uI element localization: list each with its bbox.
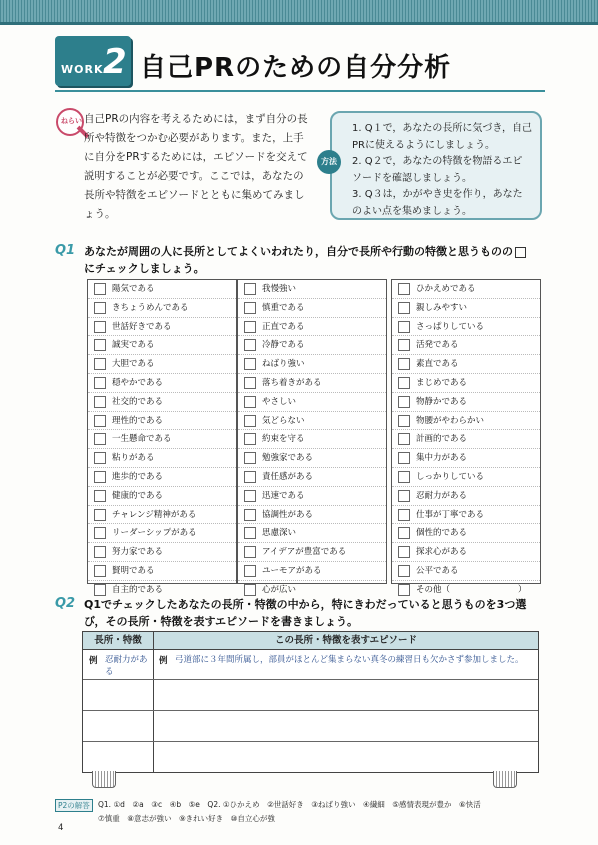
example-trait: 忍耐力がある <box>105 655 148 677</box>
trait-label: 我慢強い <box>262 284 297 294</box>
trait-item[interactable] <box>88 355 236 374</box>
trait-label: 理性的である <box>112 415 164 426</box>
trait-item[interactable] <box>392 430 540 449</box>
trait-item[interactable] <box>88 449 236 468</box>
trait-label: 一生懸命である <box>112 434 172 445</box>
trait-label: その他（ ） <box>416 584 527 595</box>
trait-label: 正直である <box>262 321 305 332</box>
method-item-2: 2. Q２で，あなたの特徴を物語るエピソードを確認しましょう。 <box>352 156 523 184</box>
trait-checkbox[interactable] <box>244 565 256 577</box>
top-decorative-band <box>0 0 598 22</box>
trait-label: 努力家である <box>112 547 164 558</box>
trait-label: 社交的である <box>112 396 164 407</box>
trait-checkbox[interactable] <box>244 471 256 483</box>
trait-item[interactable] <box>238 524 386 543</box>
trait-label: ねばり強い <box>262 359 305 370</box>
page-number: 4 <box>58 823 64 833</box>
trait-item[interactable] <box>392 449 540 468</box>
method-item-3: 3. Q３は，かがやき史を作り，あなたのよい点を集めましょう。 <box>352 189 523 217</box>
trait-input-row-2[interactable] <box>83 680 153 710</box>
trait-checkbox[interactable] <box>94 377 106 389</box>
trait-item[interactable] <box>392 336 540 355</box>
trait-item[interactable] <box>238 487 386 506</box>
trait-item[interactable] <box>88 280 236 299</box>
trait-label: 冷静である <box>262 340 305 351</box>
trait-label: アイデアが豊富である <box>262 547 347 558</box>
q2-text: Q1でチェックしたあなたの長所・特徴の中から，特にきわだっていると思うものを3つ選 <box>84 598 527 611</box>
trait-checkbox[interactable] <box>398 302 410 314</box>
trait-label: 健康的である <box>112 490 164 501</box>
trait-label: 迅速である <box>262 490 305 501</box>
trait-label: 計画的である <box>416 434 468 445</box>
trait-checkbox[interactable] <box>398 509 410 521</box>
trait-checkbox[interactable] <box>94 302 106 314</box>
trait-label: 自主的である <box>112 584 164 595</box>
trait-checkbox[interactable] <box>398 433 410 445</box>
trait-label: きちょうめんである <box>112 302 189 313</box>
trait-checkbox[interactable] <box>94 490 106 502</box>
episode-table <box>82 631 539 773</box>
trait-checkbox[interactable] <box>94 433 106 445</box>
trait-item[interactable] <box>392 412 540 431</box>
trait-label: ユーモアがある <box>262 565 322 576</box>
trait-item[interactable] <box>238 449 386 468</box>
trait-item[interactable] <box>238 336 386 355</box>
trait-label: まじめである <box>416 377 468 388</box>
trait-item[interactable] <box>238 468 386 487</box>
trait-label: 素直である <box>416 359 459 370</box>
episode-input-row-2[interactable] <box>154 680 538 710</box>
trait-label: 活発である <box>416 340 459 351</box>
example-tag-episode: 例 <box>159 656 168 666</box>
trait-item[interactable] <box>88 430 236 449</box>
trait-checkbox[interactable] <box>94 321 106 333</box>
trait-item[interactable] <box>238 393 386 412</box>
q1-label: Q1 <box>55 243 76 258</box>
trait-item[interactable] <box>88 543 236 562</box>
trait-label: ひかえめである <box>416 284 476 294</box>
trait-checkbox[interactable] <box>244 546 256 558</box>
trait-label: 仕事が丁寧である <box>416 509 485 520</box>
trait-label: 物腰がやわらかい <box>416 415 485 426</box>
trait-item[interactable] <box>88 393 236 412</box>
trait-label: 個性的である <box>416 528 468 539</box>
trait-checkbox[interactable] <box>94 339 106 351</box>
trait-label: 進歩的である <box>112 471 164 482</box>
trait-label: 穏やかである <box>112 377 164 388</box>
trait-item[interactable] <box>238 562 386 581</box>
trait-checkbox[interactable] <box>244 339 256 351</box>
trait-checkbox[interactable] <box>244 433 256 445</box>
trait-column-1 <box>87 279 237 595</box>
title-underline <box>55 90 545 92</box>
trait-checkbox[interactable] <box>244 283 256 295</box>
trait-checkbox[interactable] <box>94 509 106 521</box>
trait-checkbox[interactable] <box>94 565 106 577</box>
episode-input-row-4[interactable] <box>154 742 538 772</box>
trait-item[interactable] <box>88 374 236 393</box>
work-badge-word: WORK <box>61 63 104 76</box>
trait-label: 責任感がある <box>262 471 314 482</box>
header-episode: この長所・特徴を表すエピソード <box>274 635 418 646</box>
trait-label: 協調性がある <box>262 509 314 520</box>
trait-item[interactable] <box>238 543 386 562</box>
trait-item[interactable] <box>88 506 236 525</box>
magnifier-icon-label: ねらい <box>61 117 82 125</box>
method-list <box>352 121 532 220</box>
trait-label: 粘りがある <box>112 453 155 464</box>
q1-question <box>84 243 544 277</box>
episode-input-row-3[interactable] <box>154 711 538 741</box>
trait-item[interactable] <box>88 336 236 355</box>
example-episode: 弓道部に３年間所属し，部員がほとんど集まらない真冬の練習日も欠かさず参加しました。 <box>175 655 524 665</box>
trait-label: 賢明である <box>112 565 155 576</box>
trait-item[interactable] <box>88 562 236 581</box>
trait-checkbox[interactable] <box>94 358 106 370</box>
page-title: 自己PRのための自分分析 <box>140 53 452 83</box>
answers-line-2: ⑦慎重 ⑧意志が強い ⑨きれい好き ⑩自立心が強 <box>98 814 275 823</box>
trait-checkbox[interactable] <box>398 283 410 295</box>
method-badge: 方法 <box>317 150 341 174</box>
q2-label: Q2 <box>55 596 76 611</box>
trait-label: リーダーシップがある <box>112 528 197 539</box>
trait-checkbox[interactable] <box>94 415 106 427</box>
header-trait: 長所・特徴 <box>83 632 154 649</box>
trait-label: チャレンジ精神がある <box>112 509 197 520</box>
trait-item[interactable] <box>88 318 236 337</box>
episode-table-header <box>83 632 538 650</box>
trait-item[interactable] <box>88 524 236 543</box>
trait-checkbox[interactable] <box>244 415 256 427</box>
trait-item[interactable] <box>392 393 540 412</box>
trait-label: さっぱりしている <box>416 321 485 332</box>
trait-item[interactable] <box>238 318 386 337</box>
trait-checkbox[interactable] <box>244 452 256 464</box>
trait-item[interactable] <box>392 468 540 487</box>
trait-checkbox[interactable] <box>244 490 256 502</box>
trait-label: 探求心がある <box>416 547 468 558</box>
trait-checkbox[interactable] <box>244 302 256 314</box>
trait-input-row-3[interactable] <box>83 711 153 741</box>
q2-text-2: び，その長所・特徴を表すエピソードを書きましょう。 <box>84 615 359 628</box>
work-badge-number: 2 <box>103 42 127 82</box>
trait-input-row-4[interactable] <box>83 742 153 772</box>
trait-item[interactable] <box>88 299 236 318</box>
trait-label: しっかりしている <box>416 471 485 482</box>
trait-item[interactable] <box>88 468 236 487</box>
trait-label: 親しみやすい <box>416 302 468 313</box>
trait-label: やさしい <box>262 396 297 407</box>
trait-item[interactable] <box>238 355 386 374</box>
trait-item[interactable] <box>392 318 540 337</box>
trait-checkbox[interactable] <box>398 452 410 464</box>
trait-checkbox[interactable] <box>94 546 106 558</box>
q1-text-2: にチェックしましょう。 <box>84 262 205 275</box>
trait-checkbox[interactable] <box>244 527 256 539</box>
intro-text: 自己PRの内容を考えるためには，まず自分の長所や特徴をつかむ必要があります。また，上手に自分をPRするためには，エピソードを交えて説明することが必要です。ここでは，あなたの長所や特徴をエピソードとともに集めてみましょう。 <box>84 113 308 220</box>
trait-label: 集中力がある <box>416 453 468 464</box>
trait-label: 公平である <box>416 565 459 576</box>
trait-checkbox[interactable] <box>398 321 410 333</box>
trait-checkbox[interactable] <box>398 415 410 427</box>
trait-item[interactable] <box>238 430 386 449</box>
trait-label: 陽気である <box>112 284 155 294</box>
trait-label: 忍耐力がある <box>416 490 468 501</box>
trait-item[interactable] <box>392 487 540 506</box>
trait-item[interactable] <box>392 299 540 318</box>
top-band-underline <box>0 22 598 25</box>
trait-checkbox[interactable] <box>398 471 410 483</box>
trait-checkbox[interactable] <box>244 377 256 389</box>
trait-item[interactable] <box>392 280 540 299</box>
trait-item[interactable] <box>238 506 386 525</box>
trait-checkbox[interactable] <box>94 471 106 483</box>
trait-item[interactable] <box>238 280 386 299</box>
q1-text: あなたが周囲の人に長所としてよくいわれたり，自分で長所や行動の特徴と思うものの <box>84 245 513 258</box>
answers-tag: P2の解答 <box>55 799 93 812</box>
trait-column-2 <box>237 279 387 595</box>
work-badge <box>55 36 131 86</box>
trait-checkbox[interactable] <box>398 584 410 596</box>
trait-item[interactable] <box>238 374 386 393</box>
trait-item[interactable] <box>88 412 236 431</box>
trait-checkbox[interactable] <box>94 527 106 539</box>
trait-item[interactable] <box>392 562 540 581</box>
trait-label: 落ち着きがある <box>262 377 322 388</box>
q2-question <box>84 596 544 630</box>
answers-line-1: Q1. ①d ②a ③c ④b ⑤e Q2. ①ひかえめ ②世話好き ③ねばり強い ④繊細 ⑤感情表現が豊か ⑥快活 <box>98 800 481 809</box>
trait-item[interactable] <box>392 524 540 543</box>
trait-item[interactable] <box>238 299 386 318</box>
trait-label: 勉強家である <box>262 453 314 464</box>
trait-checkbox[interactable] <box>398 527 410 539</box>
trait-checkbox[interactable] <box>398 339 410 351</box>
trait-label: 心が広い <box>262 584 297 595</box>
trait-item[interactable] <box>392 374 540 393</box>
trait-column-3 <box>391 279 541 595</box>
trait-label: 気どらない <box>262 415 305 426</box>
trait-label: 世話好きである <box>112 321 172 332</box>
trait-checkbox[interactable] <box>398 490 410 502</box>
checkbox-sample-icon <box>515 247 526 258</box>
trait-label: 慎重である <box>262 302 305 313</box>
trait-checkbox[interactable] <box>244 358 256 370</box>
trait-label: 約束を守る <box>262 434 305 445</box>
trait-checkbox[interactable] <box>398 396 410 408</box>
trait-item[interactable] <box>88 487 236 506</box>
trait-label: 誠実である <box>112 340 155 351</box>
trait-checkbox[interactable] <box>94 396 106 408</box>
trait-checkbox[interactable] <box>398 377 410 389</box>
trait-checkbox[interactable] <box>94 584 106 596</box>
table-leg-left <box>92 771 116 788</box>
trait-item[interactable] <box>392 506 540 525</box>
trait-checkbox[interactable] <box>398 358 410 370</box>
trait-checkbox[interactable] <box>398 546 410 558</box>
trait-checkbox[interactable] <box>244 584 256 596</box>
trait-checkbox[interactable] <box>244 321 256 333</box>
trait-item[interactable] <box>392 543 540 562</box>
trait-item[interactable] <box>238 412 386 431</box>
trait-checkbox[interactable] <box>244 396 256 408</box>
trait-item[interactable] <box>392 355 540 374</box>
trait-label: 思慮深い <box>262 528 297 539</box>
trait-checkbox[interactable] <box>244 509 256 521</box>
trait-checkbox[interactable] <box>398 565 410 577</box>
table-leg-right <box>493 771 517 788</box>
trait-label: 大胆である <box>112 359 155 370</box>
method-item-1: 1. Q１で，あなたの長所に気づき，自己PRに使えるようにしましょう。 <box>352 123 532 151</box>
trait-checkbox[interactable] <box>94 452 106 464</box>
example-tag-trait: 例 <box>89 656 98 666</box>
trait-checkbox[interactable] <box>94 283 106 295</box>
trait-label: 物静かである <box>416 396 468 407</box>
